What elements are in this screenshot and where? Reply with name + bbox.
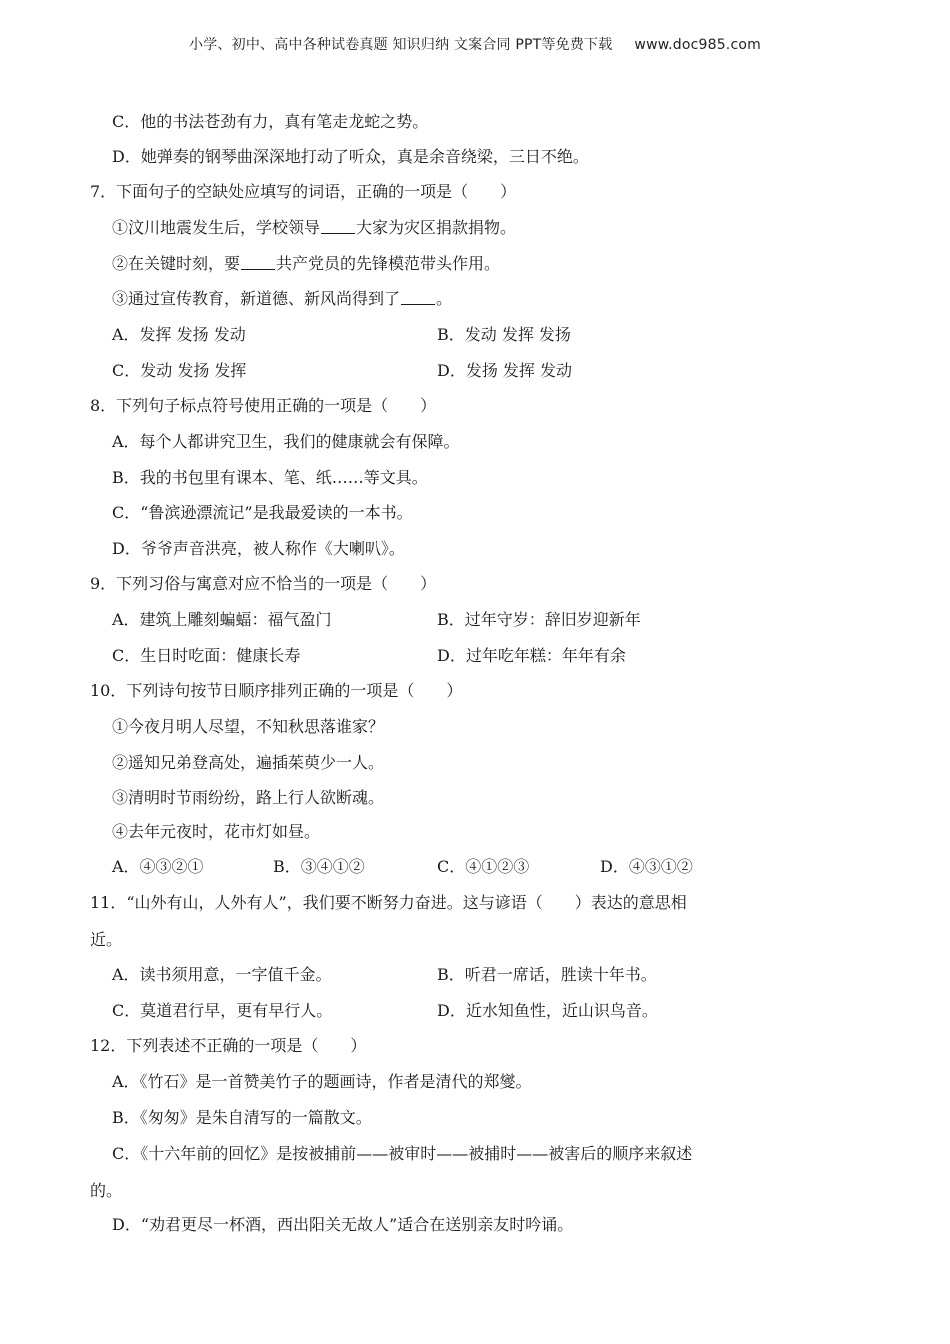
q8-option-d: D．爷爷声音洪亮，被人称作《大喇叭》。 [112, 539, 405, 558]
q11-option-c: C．莫道君行早，更有早行人。 [112, 1001, 333, 1020]
fill-blank [401, 290, 435, 305]
question-7: 7．下面句子的空缺处应填写的词语，正确的一项是（ ） [90, 182, 517, 201]
q7-s2-part-a: ②在关键时刻，要 [112, 254, 241, 273]
q8-option-a: A．每个人都讲究卫生，我们的健康就会有保障。 [112, 432, 460, 451]
q9-option-b: B．过年守岁：辞旧岁迎新年 [437, 610, 641, 629]
q6-option-c: C．他的书法苍劲有力，真有笔走龙蛇之势。 [112, 112, 429, 131]
question-12: 12．下列表述不正确的一项是（ ） [90, 1036, 367, 1055]
q8-option-c: C．“鲁滨逊漂流记”是我最爱读的一本书。 [112, 503, 413, 522]
q8-option-b: B．我的书包里有课本、笔、纸……等文具。 [112, 468, 428, 487]
q7-option-b: B．发动 发挥 发扬 [437, 325, 571, 344]
q10-option-c: C．④①②③ [437, 857, 530, 876]
q12-option-c: C．《十六年前的回忆》是按被捕前——被审时——被捕时——被害后的顺序来叙述 [112, 1144, 693, 1163]
q10-option-b: B．③④①② [273, 857, 365, 876]
q7-s1-part-a: ①汶川地震发生后，学校领导 [112, 218, 321, 237]
q10-poem-4: ④去年元夜时，花市灯如昼。 [112, 822, 321, 841]
q7-option-c: C．发动 发扬 发挥 [112, 361, 247, 380]
q10-poem-3: ③清明时节雨纷纷，路上行人欲断魂。 [112, 788, 385, 807]
q7-option-d: D．发扬 发挥 发动 [437, 361, 573, 380]
q9-option-d: D．过年吃年糕：年年有余 [437, 646, 626, 665]
page-header [0, 34, 950, 54]
q12-option-b: B．《匆匆》是朱自清写的一篇散文。 [112, 1108, 372, 1127]
question-11-cont: 近。 [90, 930, 123, 949]
question-8: 8．下列句子标点符号使用正确的一项是（ ） [90, 396, 437, 415]
q11-option-b: B．听君一席话，胜读十年书。 [437, 965, 657, 984]
q9-option-a: A．建筑上雕刻蝙蝠：福气盈门 [112, 610, 332, 629]
q12-option-a: A．《竹石》是一首赞美竹子的题画诗，作者是清代的郑燮。 [112, 1072, 532, 1091]
q10-option-a: A．④③②① [112, 857, 204, 876]
fill-blank [321, 219, 355, 234]
q6-option-d: D．她弹奏的钢琴曲深深地打动了听众，真是余音绕梁，三日不绝。 [112, 147, 589, 166]
q12-option-d: D．“劝君更尽一杯酒，西出阳关无故人”适合在送别亲友时吟诵。 [112, 1215, 574, 1234]
header-text: 小学、初中、高中各种试卷真题 知识归纳 文案合同 PPT等免费下载 [189, 37, 613, 53]
q7-sentence-3 [112, 289, 452, 309]
question-11: 11．“山外有山，人外有人”，我们要不断努力奋进。这与谚语（ ）表达的意思相 [90, 893, 687, 912]
q12-option-c-cont: 的。 [90, 1181, 123, 1200]
q7-s3-part-b: 。 [436, 289, 453, 308]
q7-s3-part-a: ③通过宣传教育，新道德、新风尚得到了 [112, 289, 401, 308]
q7-s2-part-b: 共产党员的先锋模范带头作用。 [276, 254, 501, 273]
q10-option-d: D．④③①② [600, 857, 693, 876]
q7-s1-part-b: 大家为灾区捐款捐物。 [356, 218, 517, 237]
q11-option-a: A．读书须用意，一字值千金。 [112, 965, 332, 984]
question-9: 9．下列习俗与寓意对应不恰当的一项是（ ） [90, 574, 437, 593]
header-site-link[interactable]: www.doc985.com [634, 37, 761, 53]
question-10: 10．下列诗句按节日顺序排列正确的一项是（ ） [90, 681, 463, 700]
q10-poem-1: ①今夜月明人尽望，不知秋思落谁家？ [112, 717, 385, 736]
q7-option-a: A．发挥 发扬 发动 [112, 325, 246, 344]
q7-sentence-2 [112, 254, 500, 274]
fill-blank [241, 255, 275, 270]
q11-option-d: D．近水知鱼性，近山识鸟音。 [437, 1001, 658, 1020]
q9-option-c: C．生日时吃面：健康长寿 [112, 646, 301, 665]
q10-poem-2: ②遥知兄弟登高处，遍插茱萸少一人。 [112, 753, 385, 772]
q7-sentence-1 [112, 218, 516, 238]
